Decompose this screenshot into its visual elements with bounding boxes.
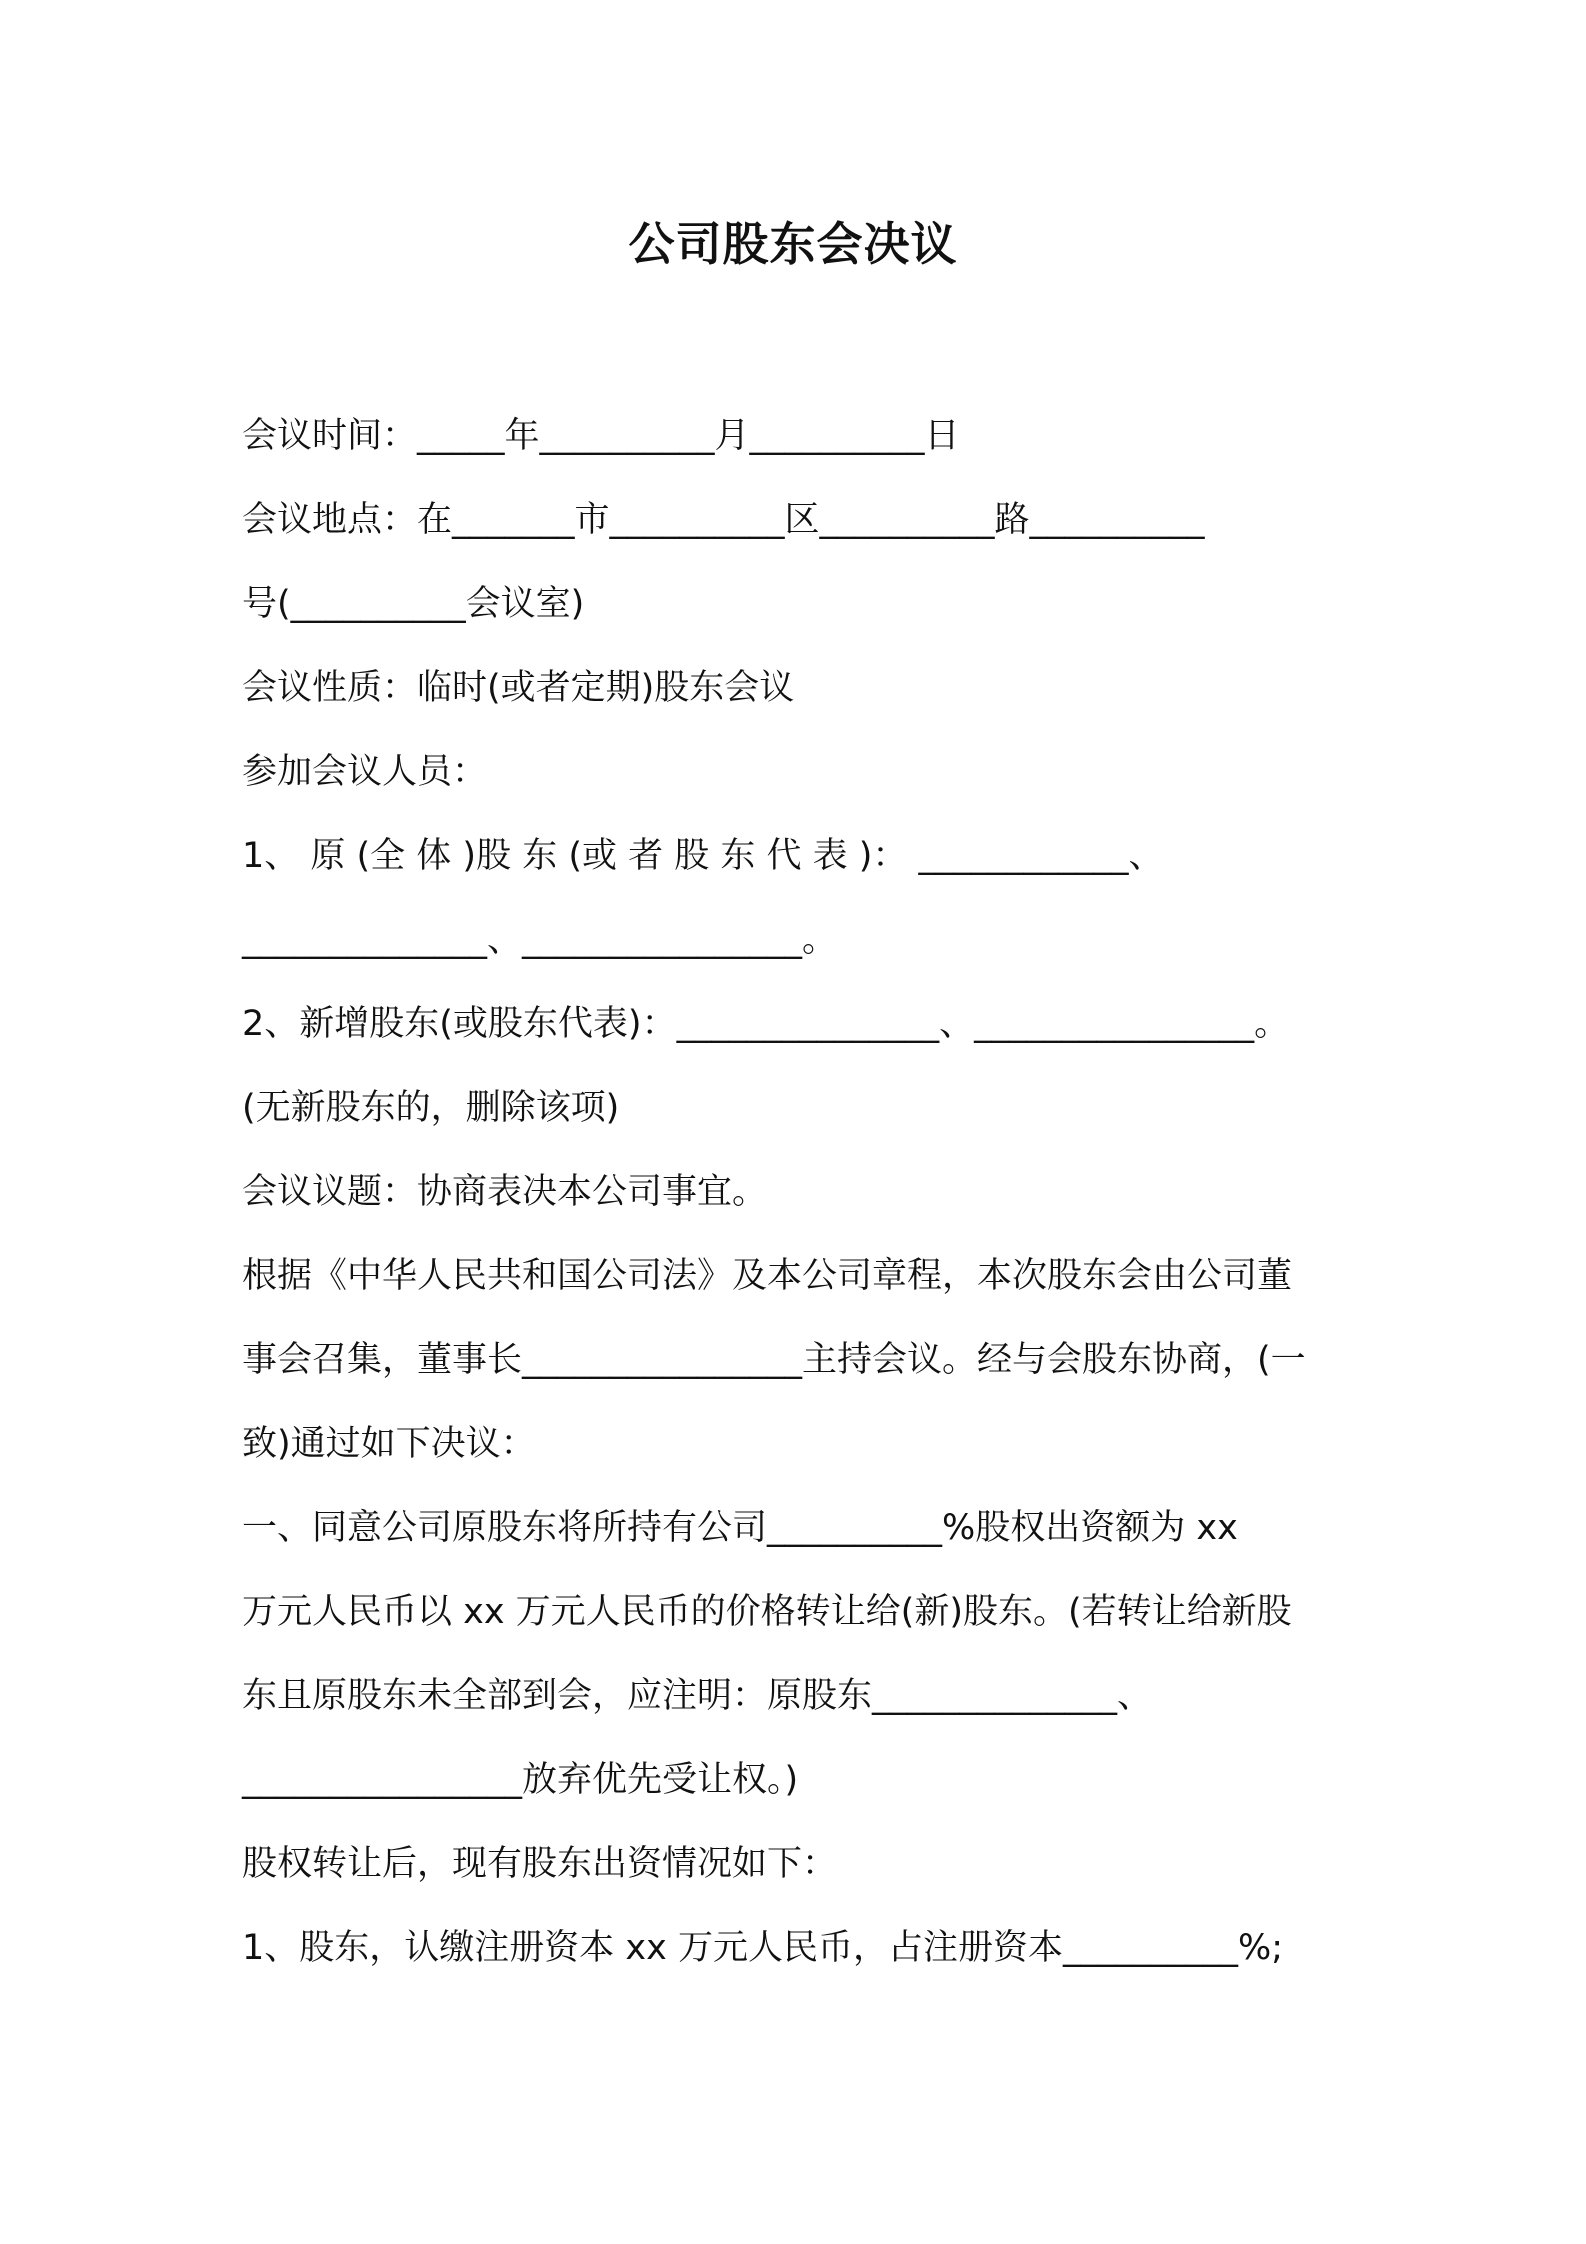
resolution-one-line-1: 一、同意公司原股东将所持有公司__________%股权出资额为 xx — [242, 1508, 1238, 1548]
basis-paragraph-line-2: 事会召集，董事长________________主持会议。经与会股东协商，(一 — [242, 1340, 1306, 1380]
resolution-one-line-2: 万元人民币以 xx 万元人民币的价格转让给(新)股东。(若转让给新股 — [242, 1592, 1292, 1632]
original-shareholders-continued: ______________、________________。 — [242, 920, 838, 960]
resolution-one-line-4: ________________放弃优先受让权。) — [242, 1760, 799, 1800]
shareholder-capital-line: 1、股东，认缴注册资本 xx 万元人民币，占注册资本__________%; — [242, 1928, 1283, 1968]
meeting-nature-line: 会议性质：临时(或者定期)股东会议 — [242, 668, 795, 708]
capital-heading: 股权转让后，现有股东出资情况如下： — [242, 1844, 838, 1884]
new-shareholders-line: 2、新增股东(或股东代表)：_______________、________________。 — [242, 1004, 1290, 1044]
document-title: 公司股东会决议 — [628, 217, 958, 271]
new-shareholders-note: (无新股东的，删除该项) — [242, 1088, 620, 1128]
resolution-one-line-3: 东且原股东未全部到会，应注明：原股东______________、 — [242, 1676, 1153, 1716]
meeting-topic-line: 会议议题：协商表决本公司事宜。 — [242, 1172, 768, 1212]
meeting-time-line: 会议时间：_____年__________月__________日 — [242, 416, 960, 456]
meeting-room-line: 号(__________会议室) — [242, 584, 585, 624]
original-shareholders-line: 1、 原 (全 体 )股 东 (或 者 股 东 代 表 )： ____________、 — [242, 836, 1164, 876]
meeting-location-line: 会议地点：在_______市__________区__________路__________ — [242, 500, 1205, 540]
basis-paragraph-line-1: 根据《中华人民共和国公司法》及本公司章程，本次股东会由公司董 — [242, 1256, 1293, 1296]
basis-paragraph-line-3: 致)通过如下决议： — [242, 1424, 536, 1464]
attendees-heading: 参加会议人员： — [242, 752, 488, 792]
